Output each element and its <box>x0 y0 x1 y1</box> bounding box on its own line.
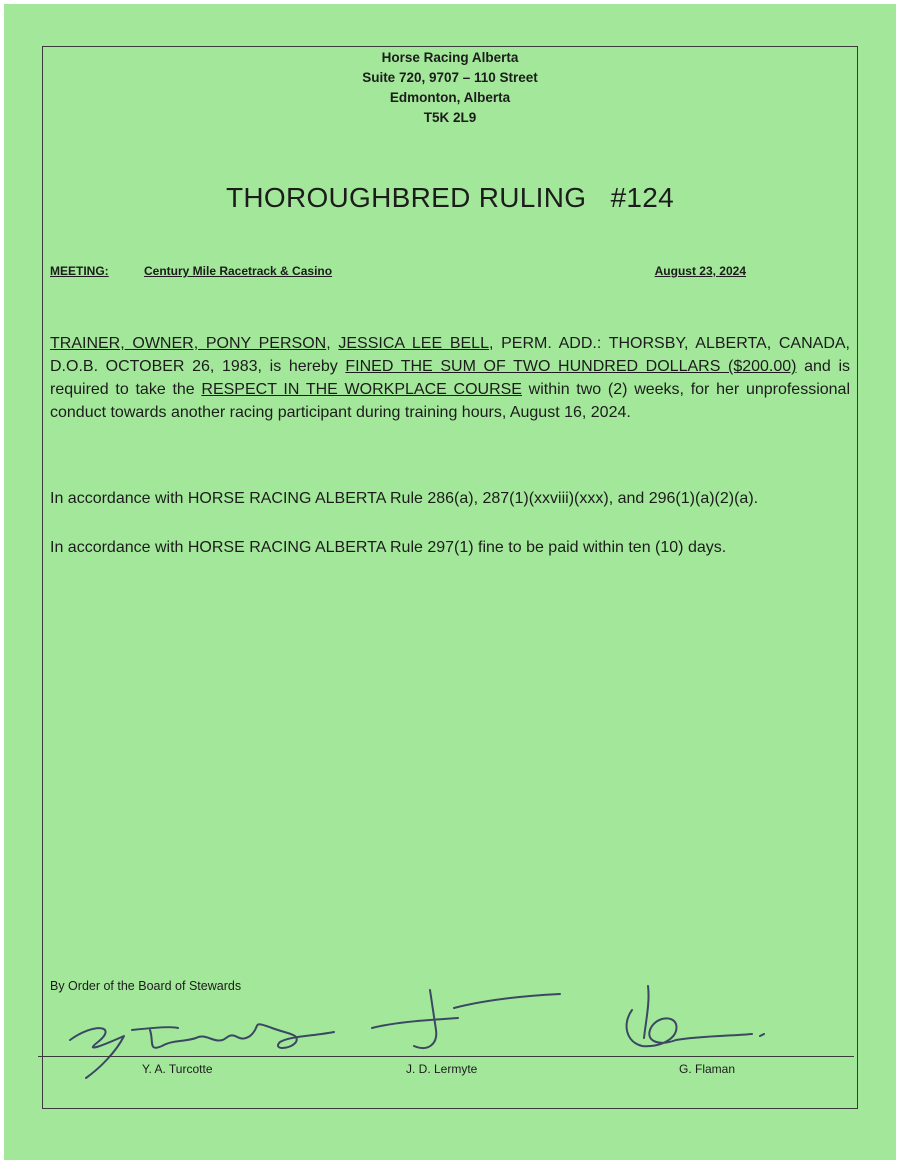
steward-name-3: G. Flaman <box>679 1062 736 1076</box>
ruling-text-1: , PERM. ADD.: THORSBY, ALBERTA, CANADA, D.O.B. OCTOBER 26, 1983, is hereby <box>50 335 850 375</box>
ruling-sep: , <box>326 335 339 352</box>
ruling-roles: TRAINER, OWNER, PONY PERSON <box>50 335 327 352</box>
steward-name-1: Y. A. Turcotte <box>142 1062 213 1076</box>
ruling-fine: FINED THE SUM OF TWO HUNDRED DOLLARS ($200.00) <box>345 358 797 375</box>
address-line-2: Edmonton, Alberta <box>389 90 511 105</box>
ruling-text-3: within two (2) weeks, for her unprofessional conduct towards another racing participant during training hours, August 16, 2024. <box>50 381 851 421</box>
signature-lermyte <box>372 990 560 1048</box>
signature-line <box>38 1056 854 1057</box>
rule-reference-1: In accordance with HORSE RACING ALBERTA Rule 286(a), 287(1)(xxviii)(xxx), and 296(1)(a)(2)(a). <box>50 490 759 507</box>
meeting-date: August 23, 2024 <box>654 264 746 278</box>
ruling-course: RESPECT IN THE WORKPLACE COURSE <box>201 381 522 398</box>
ruling-paragraph <box>50 332 850 424</box>
ruling-person-name: JESSICA LEE BELL <box>338 335 489 352</box>
steward-name-2: J. D. Lermyte <box>406 1062 478 1076</box>
signature-flaman <box>627 986 764 1046</box>
rule-reference-2: In accordance with HORSE RACING ALBERTA Rule 297(1) fine to be paid within ten (10) days. <box>50 539 727 556</box>
postal-code: T5K 2L9 <box>423 110 477 125</box>
ruling-text-2: and is required to take the <box>50 358 851 398</box>
org-name: Horse Racing Alberta <box>381 50 519 65</box>
address-line-1: Suite 720, 9707 – 110 Street <box>362 70 538 85</box>
meeting-venue: Century Mile Racetrack & Casino <box>144 264 333 278</box>
order-text: By Order of the Board of Stewards <box>50 979 242 993</box>
ruling-title: THOROUGHBRED RULING #124 <box>225 182 675 213</box>
meeting-label: MEETING: <box>50 264 109 278</box>
letterhead <box>0 48 900 128</box>
